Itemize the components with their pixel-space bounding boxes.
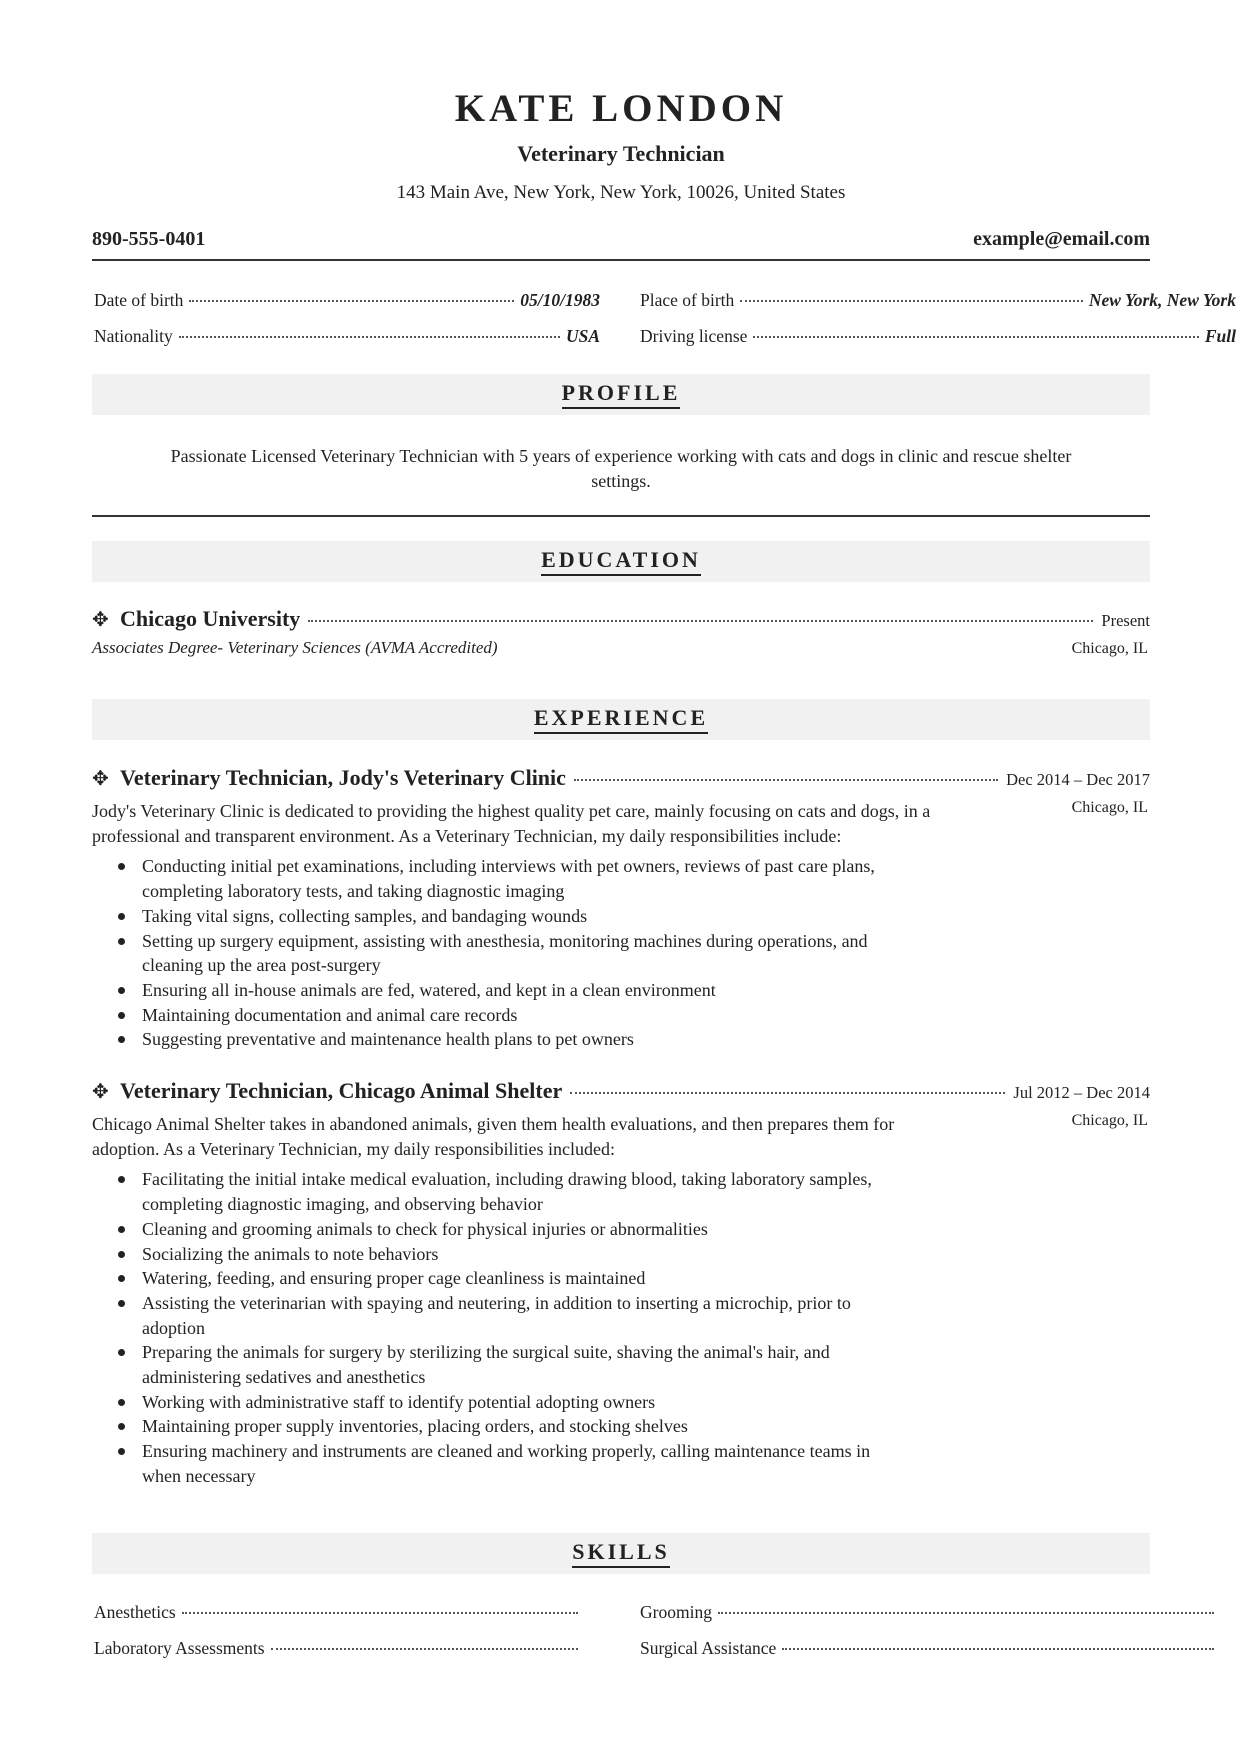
experience-entry: ✥ Veterinary Technician, Jody's Veterinary Clinic Dec 2014 – Dec 2017 Chicago, IL Jody's Veterinary Clinic is dedicated to providing the highest quality pet care, mainly focusing on cats and dogs, in a professional and transparent environment. As a Veterinary Technician, my daily responsibilities include: Conducting initial pet examinations, including interviews with pet owners, reviews of past care plans, completing laboratory tests, and taking diagnostic imaging Taking vital signs, collecting samples, and bandaging wounds Setting up surgery equipment, assisting with anesthesia, monitoring machines during operations, and cleaning up the area post-surgery Ensuring all in-house animals are fed, watered, and kept in a clean environment Maintaining documentation and animal care records Suggesting preventative and maintenance health plans to pet owners — [92, 765, 1150, 1052]
email: example@email.com — [973, 228, 1150, 250]
personal-dob: Date of birth 05/10/1983 — [94, 290, 600, 310]
phone: 890-555-0401 — [92, 228, 206, 250]
diamond-bullet-icon: ✥ — [92, 768, 109, 790]
job-title: Veterinary Technician — [517, 141, 725, 166]
candidate-name: KATE LONDON — [454, 87, 788, 130]
section-experience: EXPERIENCE — [92, 699, 1150, 740]
section-education: EDUCATION — [92, 541, 1150, 582]
section-skills: SKILLS — [92, 1533, 1150, 1574]
personal-license: Driving license Full — [640, 326, 1236, 346]
personal-pob: Place of birth New York, New York — [640, 290, 1236, 310]
contact-row — [92, 228, 1150, 251]
personal-nationality: Nationality USA — [94, 326, 600, 346]
skill-item: Grooming — [640, 1602, 1220, 1623]
responsibilities-list: Facilitating the initial intake medical evaluation, including drawing blood, taking laboratory samples, completing diagnostic imaging, and observing behavior Cleaning and grooming animals to check for physical injuries or abnormalities Socializing the animals to note behaviors Watering, feeding, and ensuring proper cage cleanliness is maintained Assisting the veterinarian with spaying and neutering, in addition to inserting a microchip, prior to adoption Preparing the animals for surgery by sterilizing the surgical suite, shaving the animal's hair, and administering sedatives and anesthetics Working with administrative staff to identify potential adopting owners Maintaining proper supply inventories, placing orders, and stocking shelves Ensuring machinery and instruments are cleaned and working properly, calling maintenance teams in when necessary — [92, 1167, 912, 1488]
profile-text: Passionate Licensed Veterinary Technician with 5 years of experience working with cats and dogs in clinic and rescue shelter settings. — [170, 446, 1072, 491]
address: 143 Main Ave, New York, New York, 10026, United States — [396, 182, 846, 203]
divider — [92, 259, 1150, 261]
diamond-bullet-icon: ✥ — [92, 609, 109, 631]
section-profile: PROFILE — [92, 374, 1150, 415]
skill-item: Anesthetics — [94, 1602, 584, 1623]
skill-item: Surgical Assistance — [640, 1638, 1220, 1659]
responsibilities-list: Conducting initial pet examinations, including interviews with pet owners, reviews of past care plans, completing laboratory tests, and taking diagnostic imaging Taking vital signs, collecting samples, and bandaging wounds Setting up surgery equipment, assisting with anesthesia, monitoring machines during operations, and cleaning up the area post-surgery Ensuring all in-house animals are fed, watered, and kept in a clean environment Maintaining documentation and animal care records Suggesting preventative and maintenance health plans to pet owners — [92, 854, 912, 1052]
diamond-bullet-icon: ✥ — [92, 1081, 109, 1103]
experience-entry: ✥ Veterinary Technician, Chicago Animal Shelter Jul 2012 – Dec 2014 Chicago, IL Chicago Animal Shelter takes in abandoned animals, given them health evaluations, and then prepares them for adoption. As a Veterinary Technician, my daily responsibilities included: Facilitating the initial intake medical evaluation, including drawing blood, taking laboratory samples, completing diagnostic imaging, and observing behavior Cleaning and grooming animals to check for physical injuries or abnormalities Socializing the animals to note behaviors Watering, feeding, and ensuring proper cage cleanliness is maintained Assisting the veterinarian with spaying and neutering, in addition to inserting a microchip, prior to adoption Preparing the animals for surgery by sterilizing the surgical suite, shaving the animal's hair, and administering sedatives and anesthetics Working with administrative staff to identify potential adopting owners Maintaining proper supply inventories, placing orders, and stocking shelves Ensuring machinery and instruments are cleaned and working properly, calling maintenance teams in when necessary — [92, 1078, 1150, 1489]
skill-item: Laboratory Assessments — [94, 1638, 584, 1659]
divider — [92, 515, 1150, 517]
education-entry: ✥ Chicago University Present Chicago, IL Associates Degree- Veterinary Sciences (AVMA Accredited) — [92, 606, 1150, 657]
